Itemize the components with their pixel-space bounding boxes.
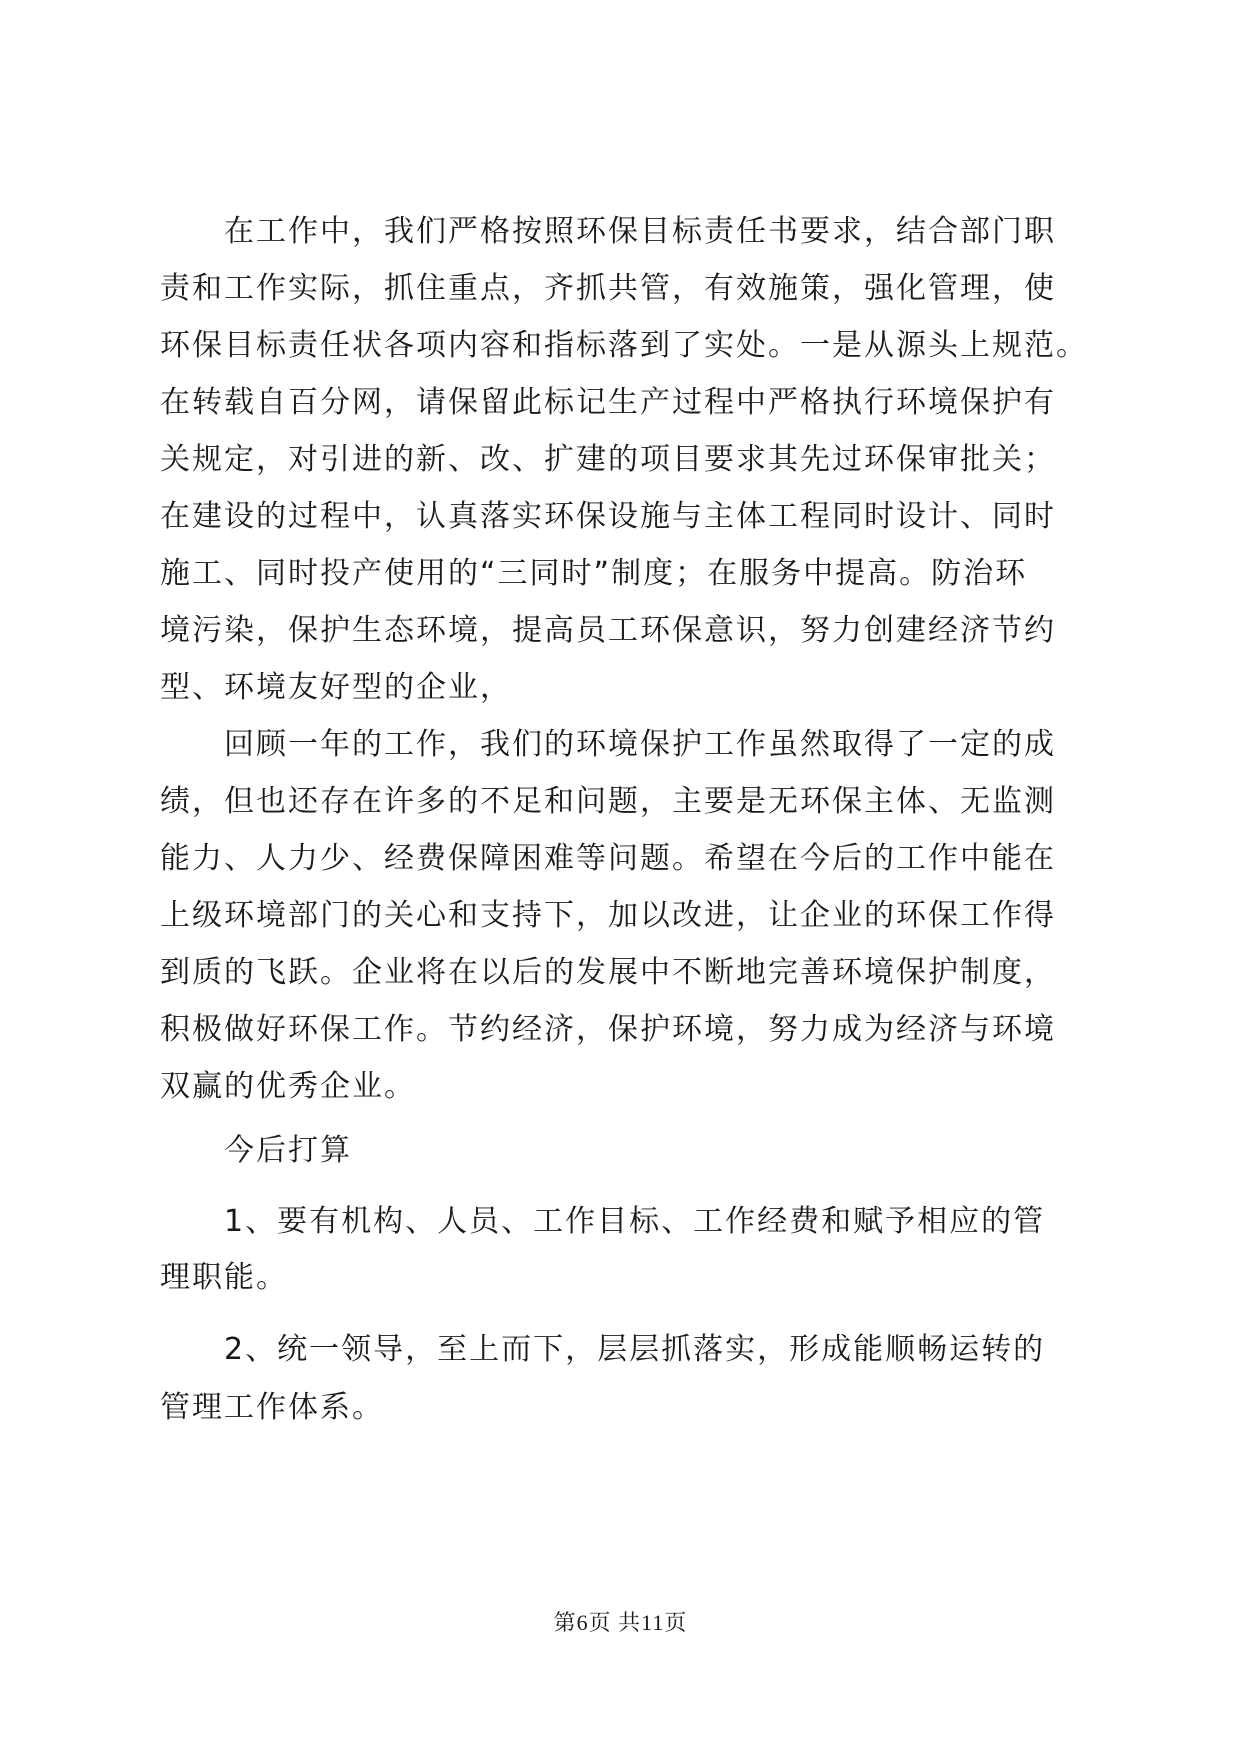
text-line: 型、环境友好型的企业，: [160, 670, 512, 705]
text-line: 在建设的过程中，认真落实环保设施与主体工程同时设计、同时: [160, 499, 1056, 534]
text-line: 关规定，对引进的新、改、扩建的项目要求其先过环保审批关；: [160, 442, 1056, 477]
text-line: 到质的飞跃。企业将在以后的发展中不断地完善环境保护制度，: [160, 955, 1056, 990]
text-line: 环保目标责任状各项内容和指标落到了实处。一是从源头上规范。: [160, 328, 1088, 363]
text-line: 绩，但也还存在许多的不足和问题，主要是无环保主体、无监测: [160, 784, 1056, 819]
text-line: 1、要有机构、人员、工作目标、工作经费和赋予相应的管: [160, 1204, 1046, 1239]
text-line: 双赢的优秀企业。: [160, 1069, 416, 1104]
text-line: 2、统一领导，至上而下，层层抓落实，形成能顺畅运转的: [160, 1332, 1046, 1367]
text-line: 理职能。: [160, 1260, 288, 1295]
text-line: 今后打算: [160, 1133, 352, 1168]
text-line: 在工作中，我们严格按照环保目标责任书要求，结合部门职: [160, 214, 1056, 249]
page-number-footer: 第6页 共11页: [553, 1610, 688, 1635]
text-line: 积极做好环保工作。节约经济，保护环境，努力成为经济与环境: [160, 1012, 1056, 1047]
text-line: 回顾一年的工作，我们的环境保护工作虽然取得了一定的成: [160, 727, 1056, 762]
text-line: 境污染，保护生态环境，提高员工环保意识，努力创建经济节约: [160, 613, 1056, 648]
text-line: 能力、人力少、经费保障困难等问题。希望在今后的工作中能在: [160, 841, 1056, 876]
text-line: 在转载自百分网，请保留此标记生产过程中严格执行环境保护有: [160, 385, 1056, 420]
text-line: 责和工作实际，抓住重点，齐抓共管，有效施策，强化管理，使: [160, 271, 1056, 306]
text-line: 管理工作体系。: [160, 1390, 384, 1425]
text-line: 上级环境部门的关心和支持下，加以改进，让企业的环保工作得: [160, 898, 1056, 933]
text-line: 施工、同时投产使用的“三同时”制度；在服务中提高。防治环: [160, 556, 1028, 591]
